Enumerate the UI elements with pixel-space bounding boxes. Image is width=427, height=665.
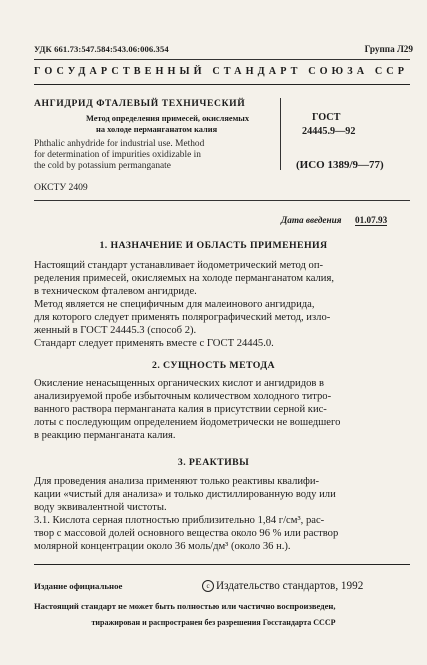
document-title: АНГИДРИД ФТАЛЕВЫЙ ТЕХНИЧЕСКИЙ [34, 98, 246, 109]
body-line: 3.1. Кислота серная плотностью приблизительно 1,84 г/см³, рас- [34, 515, 325, 526]
agency-title: ГОСУДАРСТВЕННЫЙ СТАНДАРТ СОЮЗА ССР [34, 66, 409, 77]
section-heading: 1. НАЗНАЧЕНИЕ И ОБЛАСТЬ ПРИМЕНЕНИЯ [99, 240, 328, 251]
copyright-text: Издательство стандартов, 1992 [216, 580, 364, 592]
body-line: ределения примесей, окисляемых на холоде перманганатом калия, [34, 273, 334, 284]
title-subtitle-line: на холоде перманганатом калия [96, 125, 218, 134]
official-edition-label: Издание официальное [34, 581, 123, 591]
section-heading: 2. СУЩНОСТЬ МЕТОДА [152, 360, 275, 371]
body-line: анализируемой пробе избыточным количеством холодного титро- [34, 391, 332, 402]
title-english-line: for determination of impurities oxidizable in [34, 150, 201, 160]
gost-number: 24445.9—92 [302, 126, 356, 137]
iso-reference: (ИСО 1389/9—77) [296, 159, 384, 171]
divider [280, 98, 281, 170]
divider [34, 564, 410, 565]
divider [34, 200, 410, 201]
body-line: Для проведения анализа применяют только реактивы квалифи- [34, 476, 320, 487]
body-line: кации «чистый для анализа» и только дистиллированную воду или [34, 489, 336, 500]
body-line: Метод является не специфичным для малеинового ангидрида, [34, 299, 315, 310]
title-subtitle-line: Метод определения примесей, окисляемых [86, 114, 250, 123]
body-line: молярной концентрации около 36 моль/дм³ (около 36 н.). [34, 541, 291, 552]
body-line: воду эквивалентной чистоты. [34, 502, 167, 513]
gost-label: ГОСТ [312, 112, 341, 123]
body-line: Окисление ненасыщенных органических кислот и ангидридов в [34, 378, 325, 389]
body-line: в реакцию перманганата калия. [34, 430, 176, 441]
body-line: женный в ГОСТ 24445.3 (способ 2). [34, 325, 197, 336]
body-line: лоты с последующим определением йодометрически не вошедшего [34, 417, 341, 428]
section-heading: 3. РЕАКТИВЫ [177, 457, 250, 468]
reproduction-notice-line: Настоящий стандарт не может быть полностью или частично воспроизведен, [34, 601, 336, 611]
copyright [202, 580, 363, 592]
reproduction-notice-line: тиражирован и распространен без разрешения Госстандарта СССР [91, 618, 336, 627]
body-line: для которого следует применять полярографический метод, изло- [34, 312, 331, 323]
copyright-icon: c [202, 580, 214, 592]
divider [34, 59, 410, 60]
date-label: Дата введения [281, 215, 342, 225]
body-line: ванного раствора перманганата калия в присутствии серной кис- [34, 404, 327, 415]
group-code: Группа Л29 [364, 44, 413, 54]
body-line: Стандарт следует применять вместе с ГОСТ 24445.0. [34, 338, 274, 349]
divider [34, 84, 410, 85]
body-line: Настоящий стандарт устанавливает йодометрический метод оп- [34, 260, 324, 271]
udc-code: УДК 661.73:547.584:543.06:006.354 [34, 44, 169, 54]
title-english-line: the cold by potassium permanganate [34, 161, 171, 171]
date-value: 01.07.93 [355, 215, 388, 225]
body-line: твор с массовой долей основного вещества около 96 % или раствор [34, 528, 339, 539]
title-english-line: Phthalic anhydride for industrial use. Method [34, 139, 205, 149]
body-line: в техническом фталевом ангидриде. [34, 286, 197, 297]
okstu-code: ОКСТУ 2409 [34, 182, 88, 193]
